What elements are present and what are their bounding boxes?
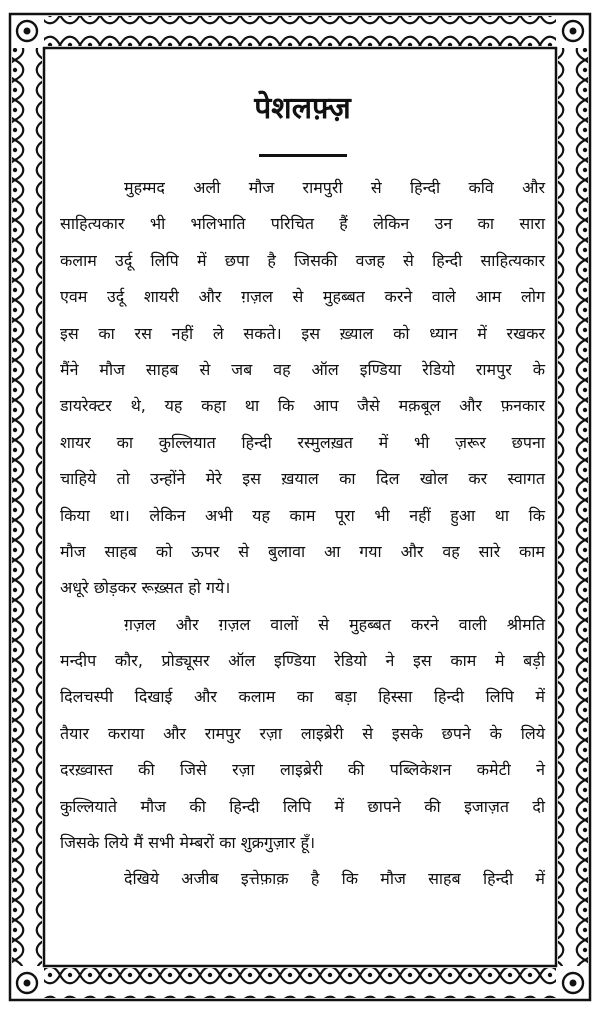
text-line: मैंने मौज साहब से जब वह ऑल इण्डिया रेडियो रामपुर के (60, 359, 545, 379)
text-line: देखिये अजीब इत्तेफ़ाक़ है कि मौज साहब हिन्दी में (124, 869, 545, 889)
text-line: डायरेक्टर थे, यह कहा था कि आप जैसे मक़बूल और फ़नकार (60, 396, 545, 416)
text-line: ग़ज़ल और ग़ज़ल वालों से मुहब्बत करने वाली श्रीमति (124, 614, 545, 634)
text-line: अधूरे छोड़कर रूख़्सत हो गये। (60, 578, 231, 598)
body-text (60, 176, 545, 904)
paragraph (60, 613, 545, 868)
text-line: जिसके लिये मैं सभी मेम्बरों का शुक्रगुज़ार हूँ। (60, 833, 316, 853)
paragraph (60, 867, 545, 903)
text-line: मुहम्मद अली मौज रामपुरी से हिन्दी कवि और (124, 178, 545, 197)
text-line: दरख़्वास्त की जिसे रज़ा लाइब्रेरी की पब्लिकेशन कमेटी ने (60, 760, 545, 780)
page-content (60, 88, 545, 904)
text-line: इस का रस नहीं ले सकते। इस ख़्याल को ध्यान में रखकर (60, 323, 545, 343)
text-line: मन्दीप कौर, प्रोड्यूसर ऑल इण्डिया रेडियो ने इस काम मे बड़ी (60, 651, 545, 671)
text-line: किया था। लेकिन अभी यह काम पूरा भी नहीं हुआ था कि (60, 505, 545, 525)
text-line: एवम उर्दू शायरी और ग़ज़ल से मुहब्बत करने वाले आम लोग (60, 287, 545, 307)
text-line: कुल्लियाते मौज की हिन्दी लिपि में छापने की इजाज़त दी (60, 796, 545, 816)
page-title: पेशलफ़्ज़ (254, 91, 351, 126)
text-line: तैयार कराया और रामपुर रज़ा लाइब्रेरी से इसके छपने के लिये (60, 723, 545, 743)
text-line: मौज साहब को ऊपर से बुलावा आ गया और वह सारे काम (60, 541, 545, 561)
text-line: साहित्यकार भी भलिभाति परिचित हैं लेकिन उन का सारा (60, 214, 545, 234)
text-line: कलाम उर्दू लिपि में छपा है जिसकी वजह से हिन्दी साहित्यकार (60, 250, 545, 270)
text-line: चाहिये तो उन्होंने मेरे इस ख़याल का दिल खोल कर स्वागत (60, 469, 545, 489)
title-underline (259, 154, 347, 157)
text-line: दिलचस्पी दिखाई और कलाम का बड़ा हिस्सा हिन्दी लिपि में (60, 687, 545, 707)
paragraph (60, 176, 545, 613)
text-line: शायर का कुल्लियात हिन्दी रस्मुलख़त में भी ज़रूर छपना (60, 432, 545, 452)
